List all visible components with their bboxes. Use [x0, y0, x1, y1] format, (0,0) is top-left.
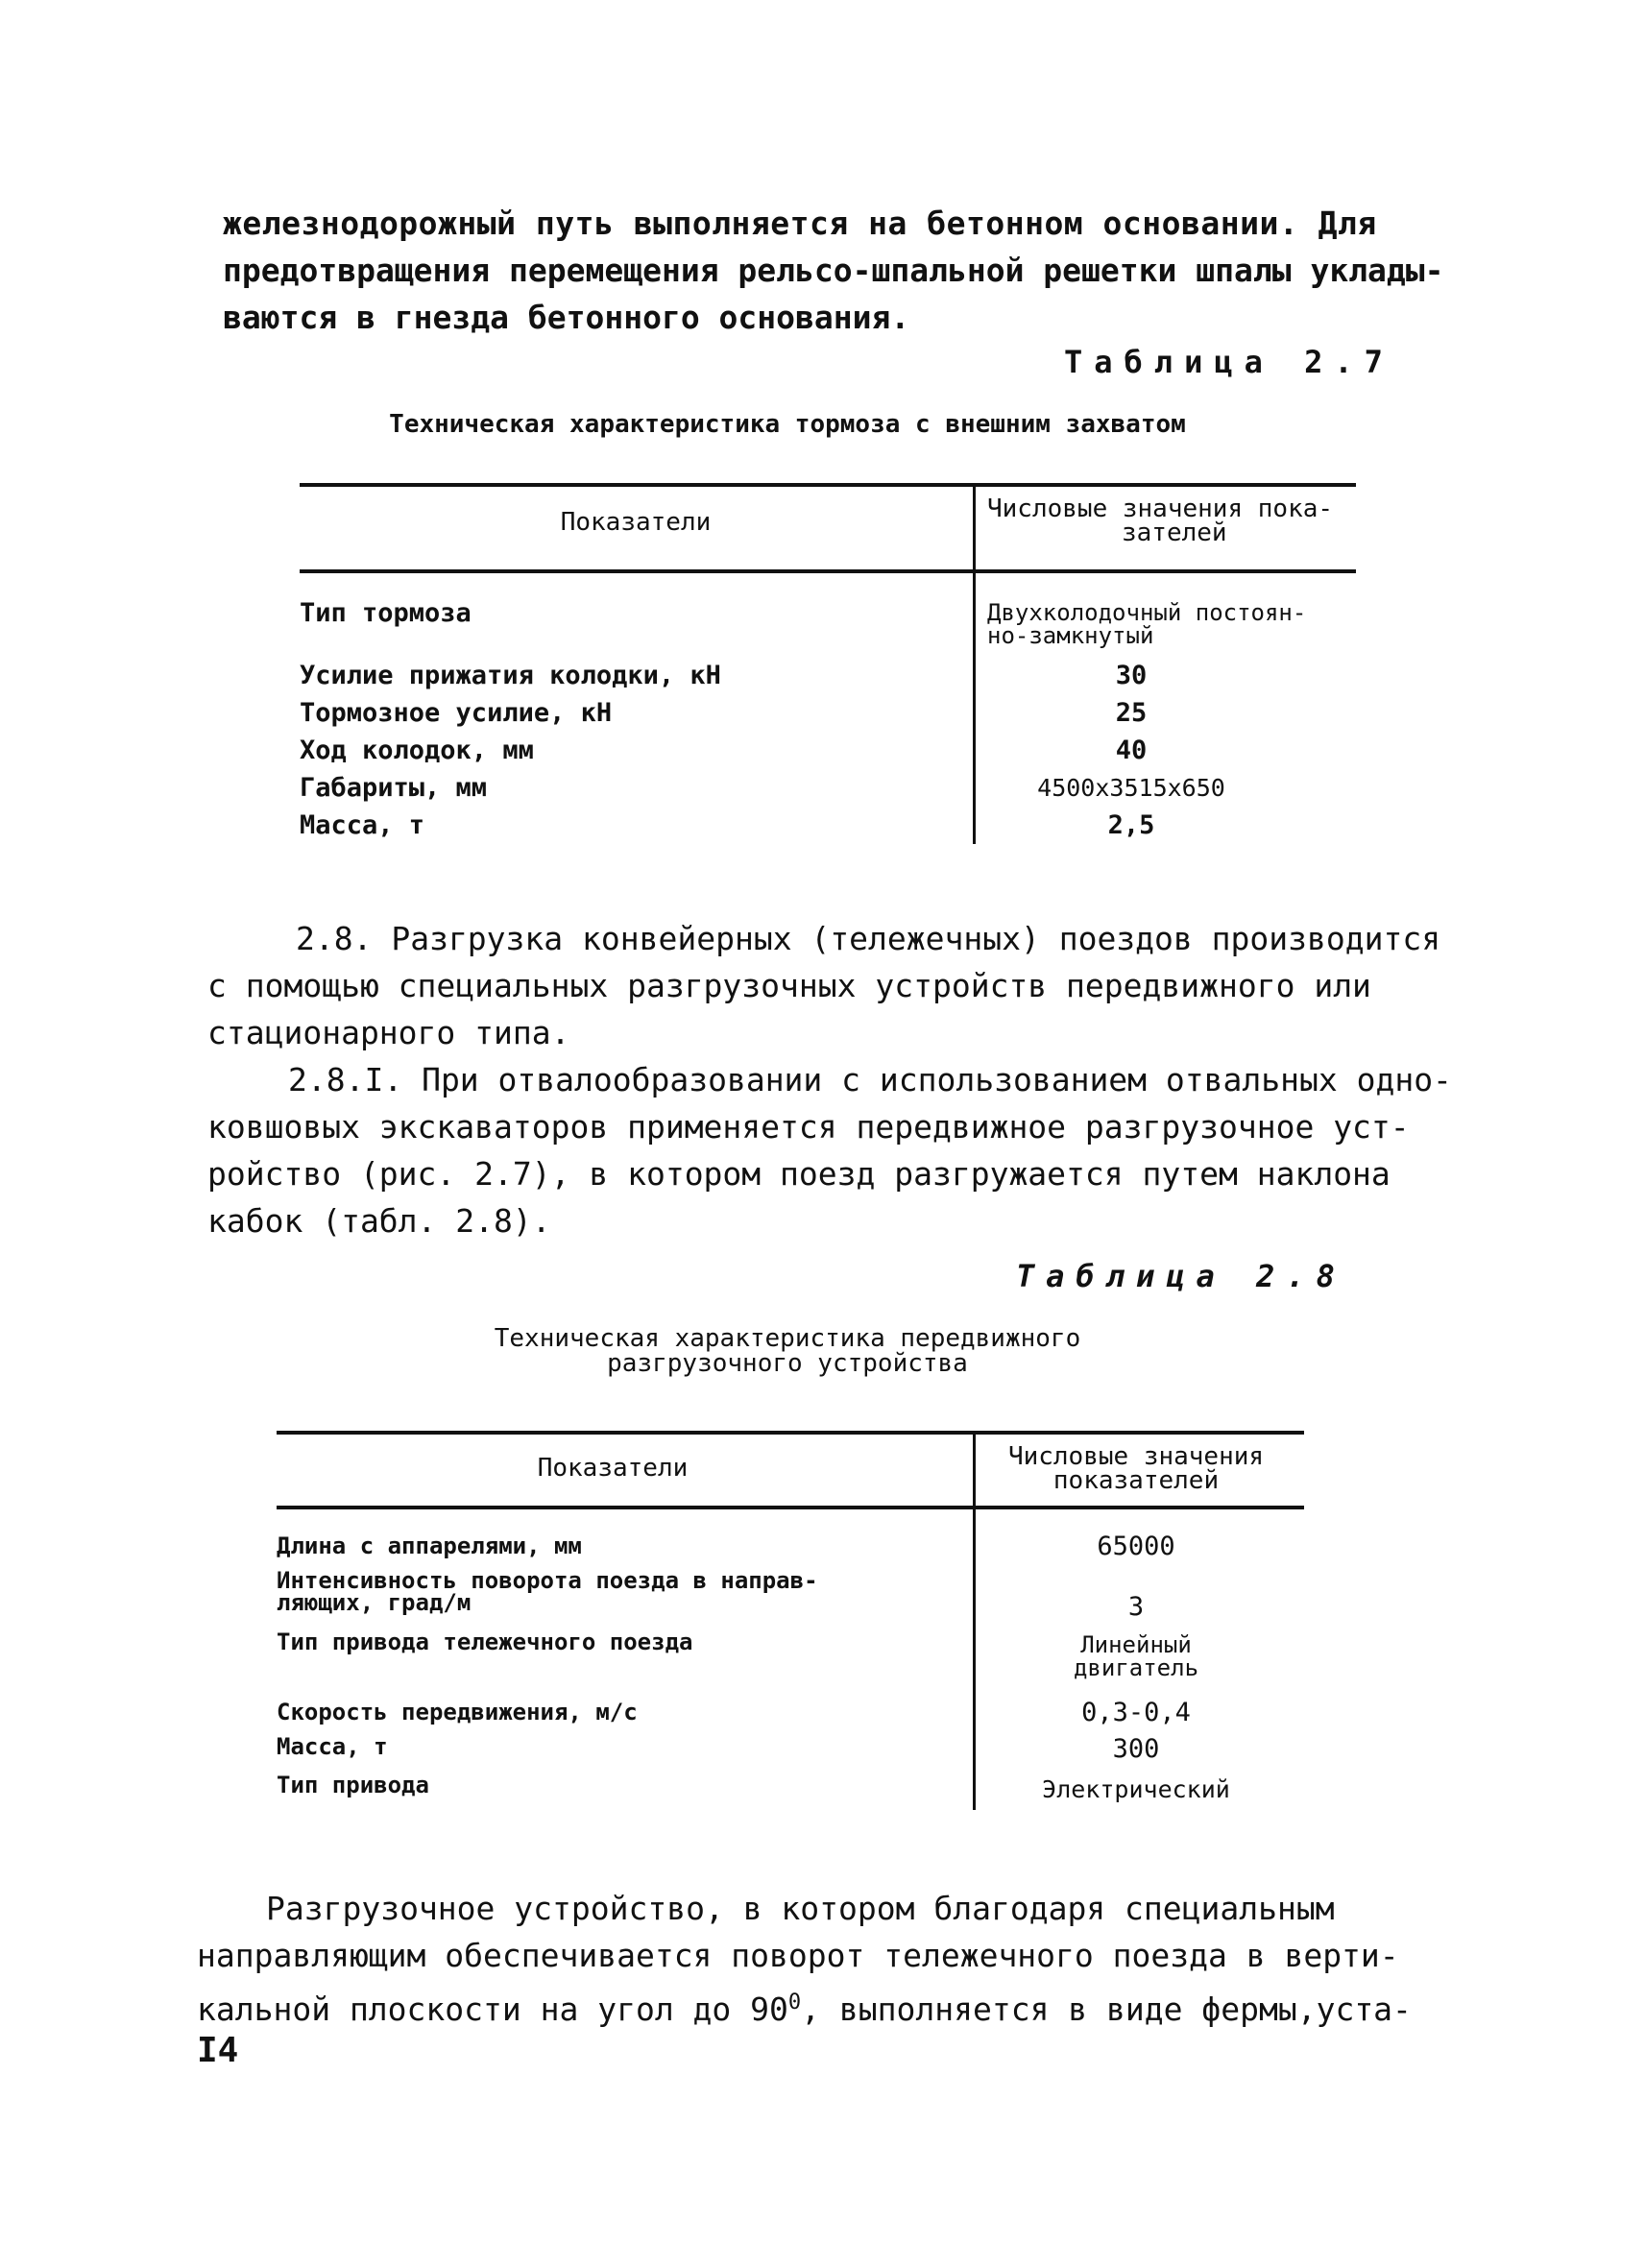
- table-row: Скорость передвижения, м/с: [277, 1699, 638, 1725]
- section-2-8-paragraph: [207, 915, 1441, 1056]
- table-2-8-header-rule: [277, 1506, 1304, 1509]
- text-line: 2.8.I. При отвалообразовании с использованием отвальных одно-: [288, 1061, 1452, 1098]
- text-line: [197, 1979, 1412, 2033]
- table-row: Тип привода тележечного поезда: [277, 1629, 693, 1655]
- text-fragment: кальной плоскости на угол до 90: [197, 1991, 788, 2028]
- table-row: Тормозное усилие, кН: [300, 698, 613, 728]
- text-line: предотвращения перемещения рельсо-шпальной решетки шпалы уклады-: [223, 252, 1444, 289]
- text-line: Разгрузочное устройство, в котором благодаря специальным: [266, 1890, 1335, 1927]
- text-line: с помощью специальных разгрузочных устройств передвижного или: [207, 967, 1371, 1004]
- table-2-7-header-indicators: Показатели: [560, 508, 712, 537]
- text-line: ковшовых экскаваторов применяется передвижное разгрузочное уст-: [207, 1108, 1410, 1146]
- table-2-8-header-values-1: Числовые значения: [1007, 1442, 1265, 1471]
- table-2-7-label: Таблица 2.7: [1064, 344, 1394, 380]
- table-row: Длина с аппарелями, мм: [277, 1532, 582, 1559]
- table-2-7-header-rule: [300, 569, 1356, 573]
- superscript-degree: 0: [787, 1991, 802, 2015]
- table-cell-value: 30: [1115, 661, 1148, 690]
- table-2-8-column-divider: [973, 1431, 976, 1810]
- closing-paragraph: [197, 1885, 1412, 2033]
- table-2-7-title: Техническая характеристика тормоза с внешним захватом: [389, 410, 1186, 439]
- table-cell-value: 65000: [1097, 1532, 1175, 1561]
- text-line: ройство (рис. 2.7), в котором поезд разгружается путем наклона: [207, 1155, 1391, 1193]
- table-2-8-top-rule: [277, 1431, 1304, 1435]
- table-2-7-header-values-1: Числовые значения пока-: [987, 495, 1334, 523]
- text-line: 2.8. Разгрузка конвейерных (тележечных) поездов производится: [296, 920, 1441, 957]
- table-cell-value: 0,3-0,4: [1081, 1698, 1191, 1727]
- table-cell-value: Электрический: [1042, 1775, 1230, 1803]
- table-cell-value: но-замкнутый: [987, 622, 1154, 649]
- table-cell-value: 3: [1127, 1592, 1145, 1622]
- table-row: Тип привода: [277, 1772, 429, 1798]
- table-cell-value: 4500x3515x650: [1037, 774, 1225, 802]
- table-row: Усилие прижатия колодки, кН: [300, 661, 721, 690]
- table-cell-value: 25: [1115, 698, 1148, 728]
- table-2-7-header-values-2: зателей: [1122, 519, 1227, 547]
- table-2-8-header-indicators: Показатели: [537, 1454, 689, 1483]
- table-2-8-title-2: разгрузочного устройства: [607, 1349, 968, 1378]
- section-2-8-1-paragraph: [207, 1056, 1452, 1244]
- table-row: Ход колодок, мм: [300, 736, 534, 765]
- table-2-8-title-1: Техническая характеристика передвижного: [494, 1324, 1081, 1353]
- table-row: Габариты, мм: [300, 773, 488, 803]
- table-row: Масса, т: [300, 810, 425, 840]
- table-2-7-column-divider: [973, 483, 976, 844]
- table-cell-value: двигатель: [1073, 1654, 1199, 1681]
- table-cell-value: 40: [1115, 736, 1148, 765]
- table-2-7-top-rule: [300, 483, 1356, 487]
- table-row: Интенсивность поворота поезда в направ-: [277, 1567, 818, 1594]
- table-row: Масса, т: [277, 1733, 388, 1760]
- table-row-continuation: ляющих, град/м: [277, 1589, 472, 1616]
- text-line: направляющим обеспечивается поворот тележечного поезда в верти-: [197, 1937, 1399, 1974]
- page-number: I4: [197, 2031, 239, 2070]
- table-row: Тип тормоза: [300, 598, 472, 628]
- intro-paragraph: [223, 200, 1444, 341]
- table-2-8-header-values-2: показателей: [1052, 1466, 1220, 1495]
- text-line: кабок (табл. 2.8).: [207, 1202, 551, 1240]
- table-cell-value: 2,5: [1107, 810, 1155, 840]
- table-cell-value: Линейный: [1080, 1631, 1192, 1658]
- table-cell-value: Двухколодочный постоян-: [987, 599, 1307, 626]
- text-fragment: , выполняется в виде фермы,уста-: [801, 1991, 1412, 2028]
- text-line: стационарного типа.: [207, 1014, 570, 1051]
- table-cell-value: 300: [1112, 1734, 1160, 1764]
- table-2-8-label: Таблица 2.8: [1016, 1258, 1346, 1294]
- text-line: ваются в гнезда бетонного основания.: [223, 299, 910, 336]
- text-line: железнодорожный путь выполняется на бетонном основании. Для: [223, 205, 1377, 242]
